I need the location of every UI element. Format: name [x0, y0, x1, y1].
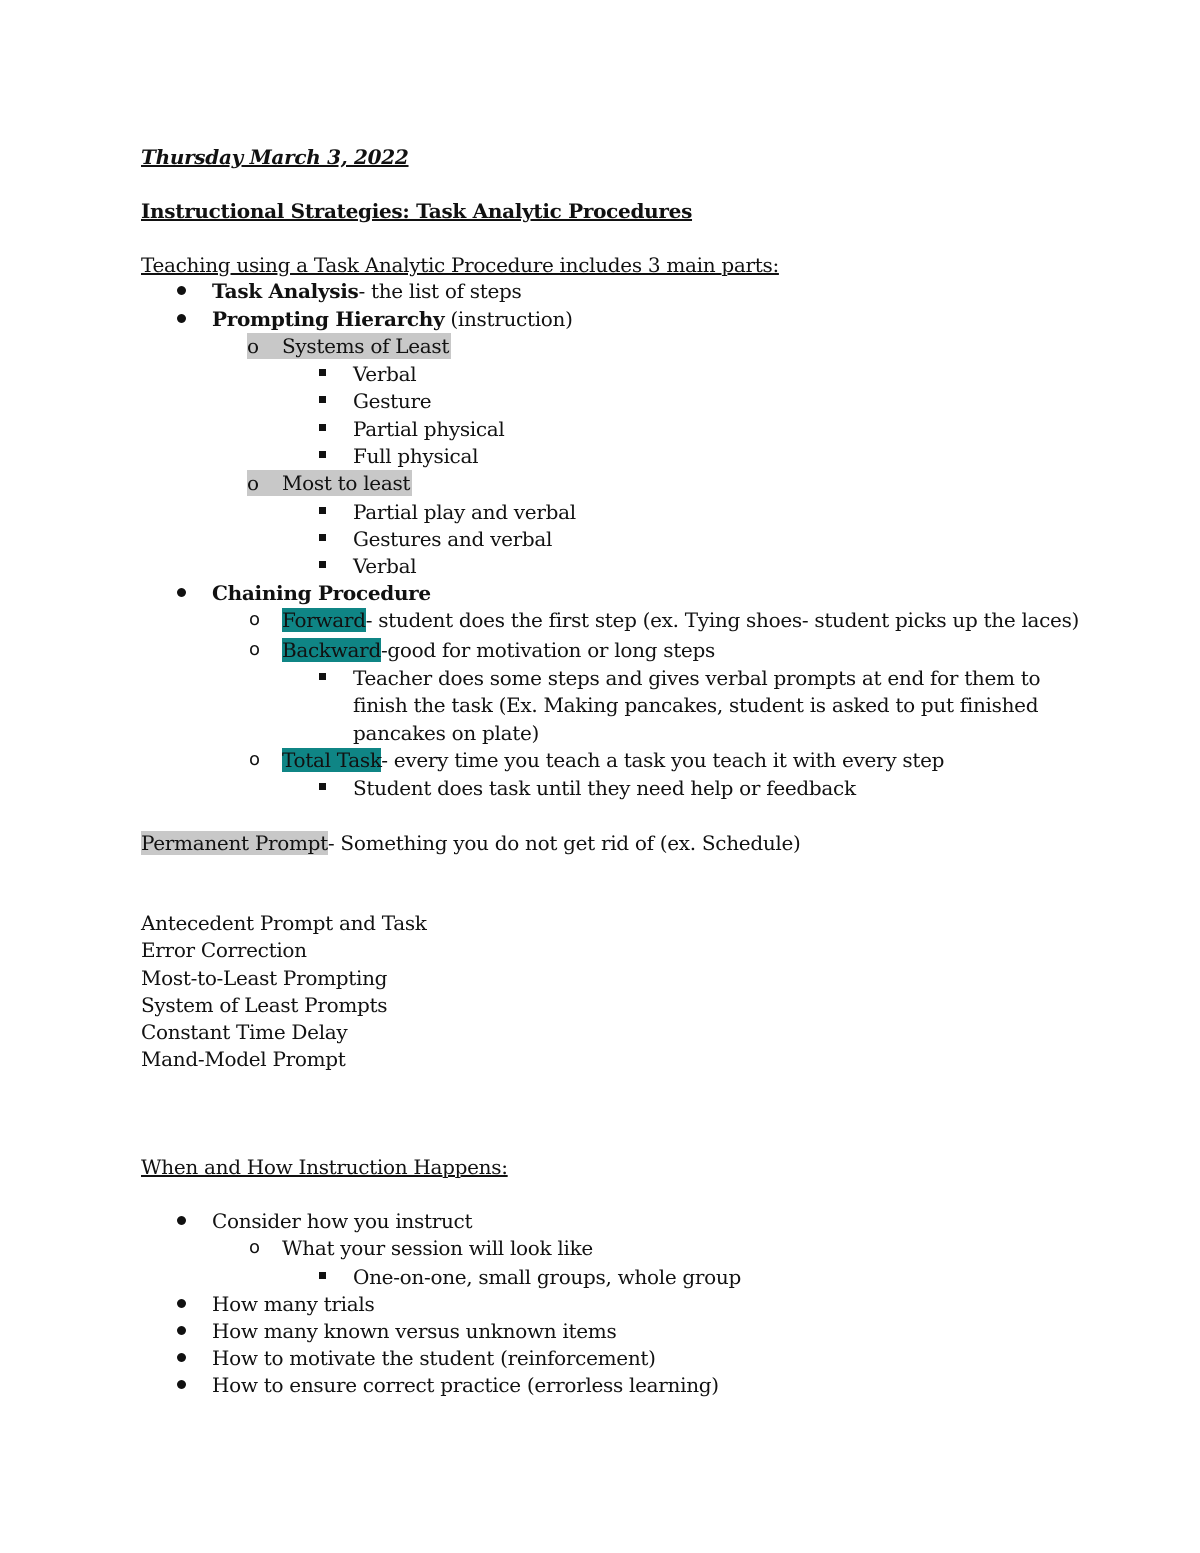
list-item-backward	[282, 637, 715, 663]
term-permanent-prompt: Permanent Prompt	[141, 831, 328, 855]
desc-task-analysis: - the list of steps	[358, 279, 522, 303]
list-item-sol-partial-physical: Partial physical	[353, 417, 505, 441]
date-heading: Thursday March 3, 2022	[141, 145, 409, 169]
bullet-square-icon	[319, 1272, 326, 1279]
bullet-o-icon: o	[249, 1237, 261, 1258]
list-item-sol-gesture: Gesture	[353, 389, 432, 413]
list-item-mtl-gestures: Gestures and verbal	[353, 527, 553, 551]
desc-prompting-hierarchy: (instruction)	[444, 307, 573, 331]
bullet-square-icon	[319, 534, 326, 541]
list-item-sol-full-physical: Full physical	[353, 444, 479, 468]
bullet-square-icon	[319, 424, 326, 431]
list-item-groups: One-on-one, small groups, whole group	[353, 1265, 742, 1289]
label-most-to-least: Most to least	[282, 471, 411, 495]
page-title: Instructional Strategies: Task Analytic Procedures	[141, 199, 693, 223]
list-item-chaining-procedure: Chaining Procedure	[212, 581, 431, 605]
bullet-o-icon: o	[247, 471, 259, 495]
list-line: Constant Time Delay	[141, 1020, 348, 1044]
list-item-sol-verbal: Verbal	[353, 362, 417, 386]
list-item-session: What your session will look like	[282, 1236, 593, 1260]
bullet-disc-icon	[177, 1216, 186, 1225]
bullet-o-icon: o	[249, 749, 261, 770]
bullet-disc-icon	[177, 1353, 186, 1362]
list-item-systems-of-least	[247, 333, 451, 359]
bullet-disc-icon	[177, 1299, 186, 1308]
backward-detail-line-2: finish the task (Ex. Making pancakes, student is asked to put finished	[353, 693, 1039, 717]
list-item-correct-practice: How to ensure correct practice (errorless learning)	[212, 1373, 719, 1397]
bullet-disc-icon	[177, 286, 186, 295]
list-item-consider: Consider how you instruct	[212, 1209, 473, 1233]
term-total-task: Total Task	[282, 748, 382, 772]
desc-total-task: - every time you teach a task you teach it with every step	[381, 748, 945, 772]
list-item-mtl-verbal: Verbal	[353, 554, 417, 578]
bullet-square-icon	[319, 673, 326, 680]
bullet-square-icon	[319, 451, 326, 458]
list-line: Mand-Model Prompt	[141, 1047, 346, 1071]
bullet-square-icon	[319, 561, 326, 568]
intro-text: Teaching using a Task Analytic Procedure includes 3 main parts:	[141, 253, 779, 277]
bullet-disc-icon	[177, 1380, 186, 1389]
permanent-prompt-line	[141, 830, 801, 856]
bullet-o-icon: o	[247, 334, 259, 358]
backward-detail-line-1: Teacher does some steps and gives verbal prompts at end for them to	[353, 666, 1041, 690]
list-item-forward	[282, 607, 1079, 633]
list-item-total-task	[282, 747, 944, 773]
bullet-square-icon	[319, 396, 326, 403]
list-item-mtl-partial-play: Partial play and verbal	[353, 500, 576, 524]
desc-permanent-prompt: - Something you do not get rid of (ex. Schedule)	[327, 831, 801, 855]
bullet-square-icon	[319, 783, 326, 790]
bullet-square-icon	[319, 369, 326, 376]
list-item-task-analysis	[212, 278, 521, 304]
list-item-known-unknown: How many known versus unknown items	[212, 1319, 617, 1343]
list-item-prompting-hierarchy	[212, 306, 573, 332]
term-prompting-hierarchy: Prompting Hierarchy	[212, 307, 445, 331]
list-line: Error Correction	[141, 938, 307, 962]
bullet-square-icon	[319, 507, 326, 514]
bullet-disc-icon	[177, 588, 186, 597]
label-systems-of-least: Systems of Least	[282, 334, 450, 358]
list-line: Most-to-Least Prompting	[141, 966, 388, 990]
term-forward: Forward	[282, 608, 366, 632]
list-line: System of Least Prompts	[141, 993, 388, 1017]
total-task-detail: Student does task until they need help or feedback	[353, 776, 856, 800]
list-item-trials: How many trials	[212, 1292, 375, 1316]
section-heading-when-how: When and How Instruction Happens:	[141, 1155, 508, 1179]
desc-forward: - student does the first step (ex. Tying shoes- student picks up the laces)	[365, 608, 1080, 632]
list-item-most-to-least	[247, 470, 412, 496]
bullet-disc-icon	[177, 314, 186, 323]
backward-detail-line-3: pancakes on plate)	[353, 721, 539, 745]
list-line: Antecedent Prompt and Task	[141, 911, 427, 935]
bullet-o-icon: o	[249, 609, 261, 630]
term-backward: Backward	[282, 638, 381, 662]
bullet-o-icon: o	[249, 639, 261, 660]
bullet-disc-icon	[177, 1326, 186, 1335]
term-task-analysis: Task Analysis	[212, 279, 359, 303]
desc-backward: -good for motivation or long steps	[380, 638, 715, 662]
list-item-motivate: How to motivate the student (reinforcement)	[212, 1346, 656, 1370]
